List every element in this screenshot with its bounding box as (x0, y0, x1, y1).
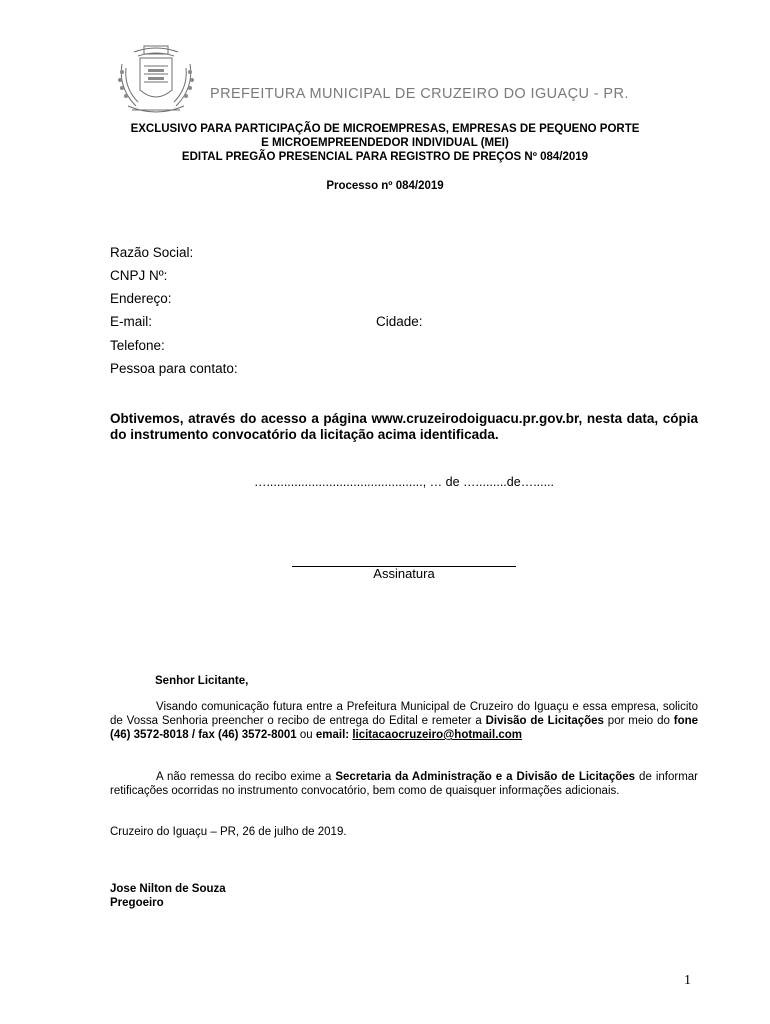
p2-text-b: de informar retificações ocorridas no instrumento convocatório, bem como de quaisquer informações adicionais. (110, 771, 699, 797)
p1-text-c: ou (296, 729, 316, 741)
field-cidade: Cidade: (376, 314, 423, 329)
signer-role: Pregoeiro (110, 897, 164, 909)
salutation: Senhor Licitante, (155, 675, 249, 687)
paragraph-communication (110, 700, 698, 742)
field-razao-social: Razão Social: (110, 245, 194, 260)
date-line: …............................................., … de ….........de…...... (253, 475, 555, 489)
field-endereco: Endereço: (110, 291, 172, 306)
field-cnpj: CNPJ Nº: (110, 268, 168, 283)
declaration-text: Obtivemos, através do acesso a página www.cruzeirodoiguacu.pr.gov.br, nesta data, cópia do instrumento convocatório da licitação acima identificada. (110, 411, 698, 442)
p2-secretariat: Secretaria da Administração e a Divisão de Licitações (335, 771, 636, 783)
signature-label: Assinatura (373, 566, 435, 581)
municipality-header: PREFEITURA MUNICIPAL DE CRUZEIRO DO IGUAÇU - PR. (210, 86, 629, 102)
page-number: 1 (684, 973, 691, 988)
p1-phone-fax: fone (46) 3572-8018 / fax (46) 3572-8001 (110, 715, 699, 741)
field-email: E-mail: (110, 314, 153, 329)
field-telefone: Telefone: (110, 338, 165, 353)
title-line-1: EXCLUSIVO PARA PARTICIPAÇÃO DE MICROEMPRESAS, EMPRESAS DE PEQUENO PORTE (130, 123, 640, 135)
email-link[interactable]: licitacaocruzeiro@hotmail.com (352, 729, 523, 741)
p2-text-a: A não remessa do recibo exime a (156, 771, 336, 783)
p1-text-b: por meio do (603, 715, 674, 727)
p1-email-label: email: (315, 729, 350, 741)
p1-text-a: Visando comunicação futura entre a Prefeitura Municipal de Cruzeiro do Iguaçu e essa empresa, solicito de Vossa Senhoria preencher o recibo de entrega do Edital e remeter a (110, 701, 698, 727)
place-date: Cruzeiro do Iguaçu – PR, 26 de julho de 2019. (110, 826, 347, 838)
paragraph-disclaimer (110, 770, 698, 798)
process-number: Processo nº 084/2019 (326, 180, 444, 192)
title-line-2: E MICROEMPREENDEDOR INDIVIDUAL (MEI) (261, 137, 509, 149)
p1-division: Divisão de Licitações (485, 715, 604, 727)
signer-name: Jose Nilton de Souza (110, 883, 226, 895)
title-line-3: EDITAL PREGÃO PRESENCIAL PARA REGISTRO DE PREÇOS Nº 084/2019 (181, 151, 589, 163)
field-pessoa-contato: Pessoa para contato: (110, 361, 238, 376)
municipal-coat-of-arms-icon (114, 44, 198, 120)
